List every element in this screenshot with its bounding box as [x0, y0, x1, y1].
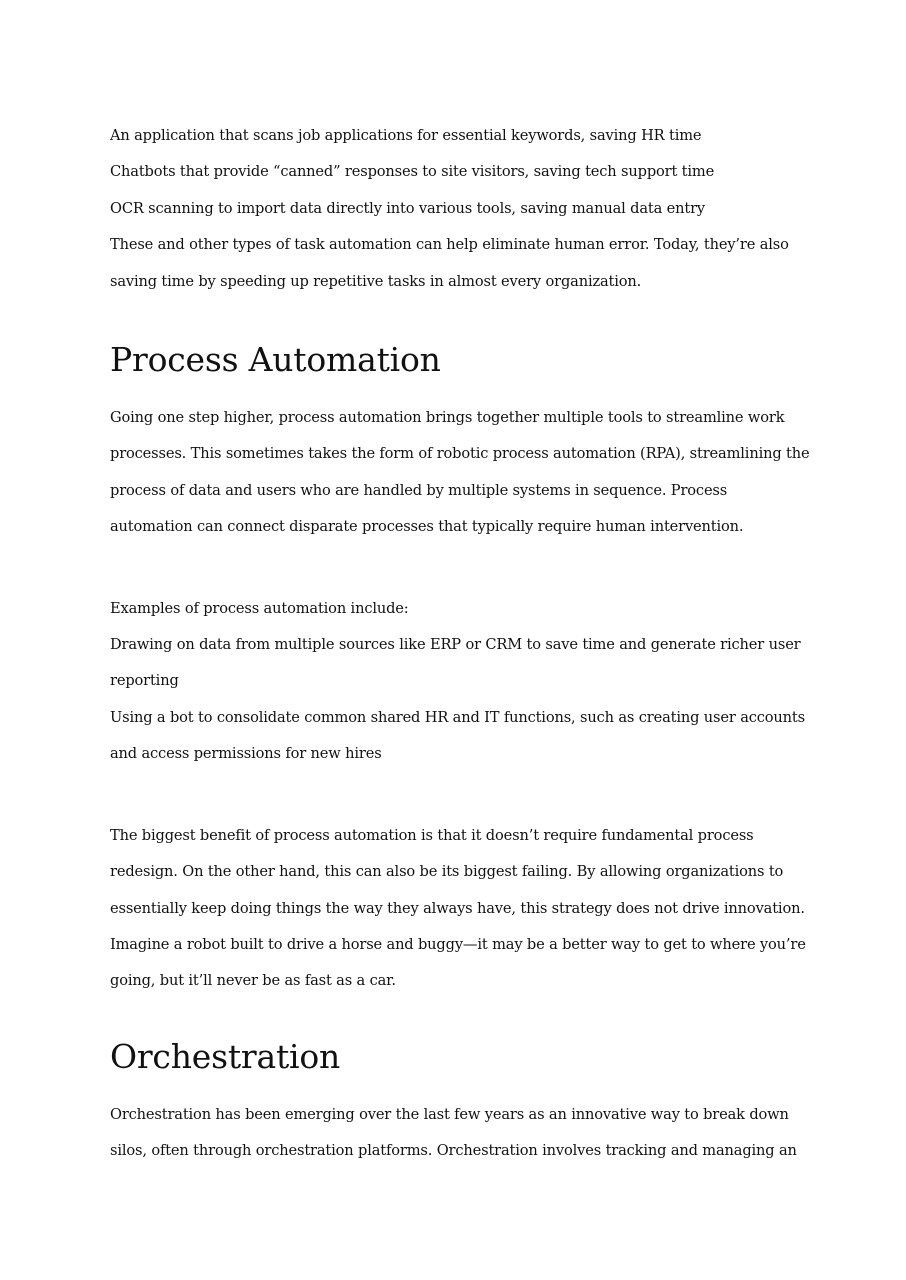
text-line: Using a bot to consolidate common shared HR and IT functions, such as creating user accounts [110, 708, 805, 726]
text-line: process of data and users who are handled by multiple systems in sequence. Process [110, 481, 728, 499]
examples-block [110, 591, 810, 773]
text-line: essentially keep doing things the way they always have, this strategy does not drive innovation. [110, 899, 805, 917]
document-body [110, 118, 810, 1170]
examples-intro: Examples of process automation include: [110, 599, 409, 617]
benefit-paragraph [110, 818, 810, 1000]
text-line: Going one step higher, process automation brings together multiple tools to streamline work [110, 409, 785, 427]
text-line: Chatbots that provide “canned” responses to site visitors, saving tech support time [110, 163, 715, 181]
text-line: automation can connect disparate processes that typically require human intervention. [110, 518, 744, 536]
text-line: silos, often through orchestration platforms. Orchestration involves tracking and managing an [110, 1142, 797, 1160]
text-line: Imagine a robot built to drive a horse and buggy—it may be a better way to get to where you’re [110, 935, 806, 953]
text-line: going, but it’ll never be as fast as a car. [110, 972, 396, 990]
process-automation-paragraph [110, 400, 810, 546]
section-heading-process-automation: Process Automation [110, 340, 441, 380]
text-line: processes. This sometimes takes the form of robotic process automation (RPA), streamlining the [110, 445, 810, 463]
text-line: An application that scans job applications for essential keywords, saving HR time [110, 127, 702, 144]
text-line: OCR scanning to import data directly into various tools, saving manual data entry [110, 199, 706, 217]
paragraph-spacer [110, 773, 810, 818]
text-line: Orchestration has been emerging over the last few years as an innovative way to break down [110, 1105, 789, 1123]
text-line: redesign. On the other hand, this can also be its biggest failing. By allowing organizations to [110, 863, 784, 881]
intro-paragraph [110, 118, 810, 300]
section-heading-orchestration: Orchestration [110, 1036, 341, 1076]
text-line: and access permissions for new hires [110, 745, 382, 763]
orchestration-paragraph [110, 1097, 810, 1170]
text-line: These and other types of task automation can help eliminate human error. Today, they’re also [110, 236, 789, 254]
text-line: saving time by speeding up repetitive tasks in almost every organization. [110, 272, 642, 290]
paragraph-spacer [110, 546, 810, 591]
text-line: The biggest benefit of process automation is that it doesn’t require fundamental process [110, 826, 754, 844]
text-line: reporting [110, 672, 179, 690]
text-line: Drawing on data from multiple sources like ERP or CRM to save time and generate richer user [110, 636, 801, 654]
